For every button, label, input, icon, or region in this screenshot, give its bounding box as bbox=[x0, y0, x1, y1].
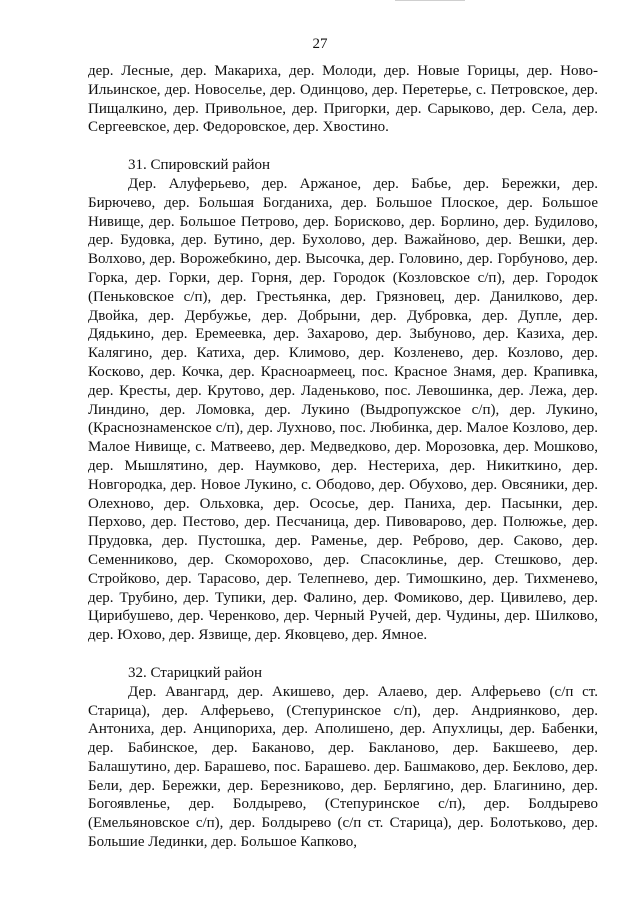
section-31-body: Дер. Алуферьево, дер. Аржаное, дер. Бабье, дер. Бережки, дер. Бирючево, дер. Большая Богданиха, дер. Большое Плоское, дер. Большое Нивище, дер. Большое Петрово, дер. Борисково, дер. Борлино, дер. Будилово, дер. Будовка, дер. Бутино, дер. Бухолово, дер. Важайново, дер. Вешки, дер. Волхово, дер. Ворожебкино, дер. Высочка, дер. Головино, дер. Горбуново, дер. Горка, дер. Горки, дер. Горня, дер. Городок (Козловское с/п), дер. Городок (Пеньковское с/п), дер. Грестьянка, дер. Грязновец, дер. Данилково, дер. Двойка, дер. Дербужье, дер. Добрыни, дер. Дубровка, дер. Дупле, дер. Дядькино, дер. Еремеевка, дер. Захарово, дер. Зыбуново, дер. Казиха, дер. Калягино, дер. Катиха, дер. Климово, дер. Козленево, дер. Козлово, дер. Косково, дер. Кочка, дер. Красноармеец, пос. Красное Знамя, дер. Крапивка, дер. Кресты, дер. Крутово, дер. Ладеньково, пос. Левошинка, дер. Лежа, дер. Линдино, дер. Ломовка, дер. Лукино (Выдропужское с/п), дер. Лукино, (Краснознаменское с/п), дер. Лухново, пос. Любинка, дер. Малое Козлово, дер. Малое Нивище, с. Матвеево, дер. Медведково, дер. Морозовка, дер. Мошково, дер. Мышлятино, дер. Наумково, дер. Нестериха, дер. Никиткино, дер. Новгородка, дер. Новое Лукино, с. Ободово, дер. Обухово, дер. Овсяники, дер. Олехново, дер. Ольховка, дер. Ососье, дер. Паниха, дер. Пасынки, дер. Перхово, дер. Пестово, дер. Песчаница, дер. Пивоварово, дер. Полюжье, дер. Прудовка, дер. Пустошка, дер. Раменье, дер. Реброво, дер. Саково, дер. Семенниково, дер. Скоморохово, дер. Спасоклинье, дер. Стешково, дер. Стройково, дер. Тарасово, дер. Телепнево, дер. Тимошкино, дер. Тихменево, дер. Трубино, дер. Тупики, дер. Фалино, дер. Фомиково, дер. Цивилево, дер. Цирибушево, дер. Черенково, дер. Черный Ручей, дер. Чудины, дер. Шилково, дер. Юхово, дер. Язвище, дер. Яковцево, дер. Ямное. bbox=[88, 175, 598, 644]
section-31-title: 31. Спировский район bbox=[128, 157, 271, 174]
section-32-title: 32. Старицкий район bbox=[128, 664, 263, 681]
document-body bbox=[88, 62, 598, 852]
scan-edge-line bbox=[395, 0, 465, 1]
section-32-body: Дер. Авангард, дер. Акишево, дер. Алаево, дер. Алферьево (с/п ст. Старица), дер. Алферьево, (Степуринское с/п), дер. Андриянково, дер. Антониха, дер. Анциnoриха, дер. Аполишено, дер. Апухлицы, дер. Бабенки, дер. Бабинское, дер. Баканово, дер. Бакланово, дер. Бакшеево, дер. Балашутино, дер. Барашево, пос. Барашево. дер. Башмаково, дер. Беклово, дер. Бели, дер. Бережки, дер. Березниково, дер. Берлягино, дер. Благинино, дер. Богоявленье, дер. Болдырево, (Степуринское с/п), дер. Болдырево (Емельяновское с/п), дер. Болдырево (с/п ст. Старица), дер. Болотьково, дер. Большие Лединки, дер. Большое Капково, bbox=[88, 683, 598, 851]
continuation-paragraph: дер. Лесные, дер. Макариха, дер. Молоди, дер. Новые Горицы, дер. Ново-Ильинское, дер. Новоселье, дер. Одинцово, дер. Перетерье, с. Петровское, дер. Пищалкино, дер. Привольное, дер. Пригорки, дер. Сарыково, дер. Села, дер. Сергеевское, дер. Федоровское, дер. Хвостино. bbox=[88, 63, 598, 136]
page-number: 27 bbox=[312, 36, 328, 52]
